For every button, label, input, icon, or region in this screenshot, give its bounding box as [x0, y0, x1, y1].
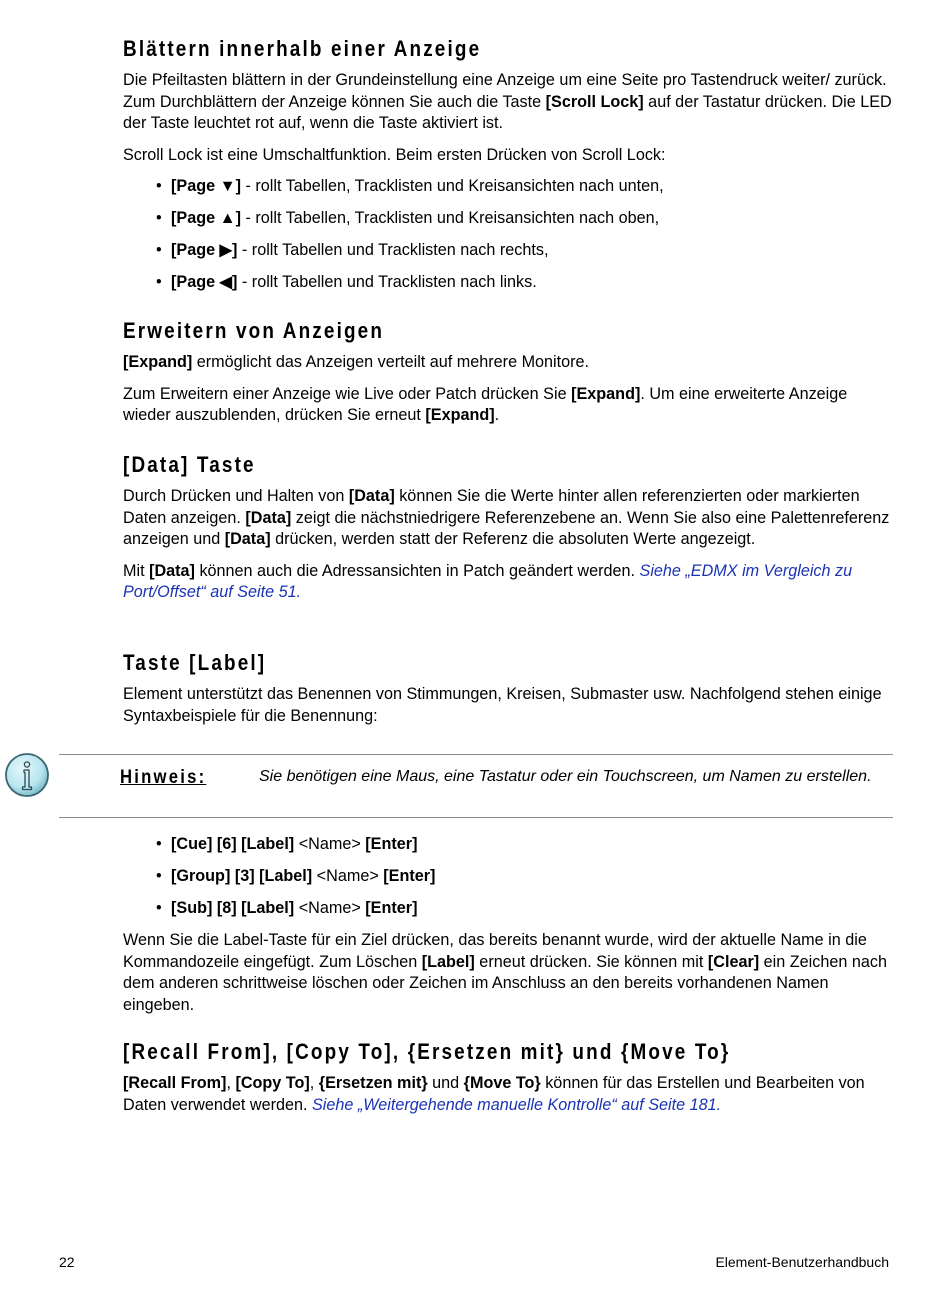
note-text: Sie benötigen eine Maus, eine Tastatur oder ein Touchscreen, um Namen zu erstellen. — [259, 768, 872, 785]
text: - rollt Tabellen, Tracklisten und Kreisansichten nach oben, — [241, 209, 660, 227]
section-label — [123, 648, 895, 737]
key-expand: [Expand] — [123, 353, 193, 371]
text: . — [494, 406, 500, 424]
text: , — [226, 1074, 236, 1092]
bullet: • — [156, 899, 162, 917]
footer-title: Element-Benutzerhandbuch — [715, 1254, 889, 1270]
text: . Um eine erweiterte Anzeige wieder auszublenden, drücken Sie erneut — [123, 384, 848, 424]
expand-paragraph-2 — [123, 384, 895, 427]
bullet: • — [156, 835, 162, 853]
scroll-bullet-list — [123, 176, 895, 294]
text: erneut drücken. Sie können mit — [474, 952, 708, 971]
note-box — [59, 754, 893, 818]
text: auf der Tastatur drücken. Die LED der Taste leuchtet rot auf, wenn die Taste aktiviert ist. — [123, 92, 892, 132]
text: <Name> — [312, 867, 384, 885]
text: - rollt Tabellen und Tracklisten nach links. — [237, 273, 537, 291]
key-data: [Data] — [224, 530, 271, 548]
cross-reference-link[interactable]: Siehe „Weitergehende manuelle Kontrolle“ auf Seite 181. — [311, 1095, 722, 1114]
label-paragraph-1: Element unterstützt das Benennen von Stimmungen, Kreisen, Submaster usw. Nachfolgend stehen einige Syntaxbeispiele für die Benennung: — [123, 685, 882, 725]
text: ein Zeichen nach dem anderen schrittweise löschen oder Zeichen im Anschluss an den bereits vorhandenen Namen eingeben. — [123, 952, 887, 1014]
text: Wenn Sie die Label-Taste für ein Ziel drücken, das bereits benannt wurde, wird der aktuelle Name in die Kommandozeile eingefügt. Zum Löschen — [123, 931, 867, 971]
text: können auch die Adressansichten in Patch geändert werden. — [194, 561, 640, 580]
heading-recall: [Recall From], [Copy To], {Ersetzen mit} und {Move To} — [123, 1039, 731, 1064]
text: , — [309, 1074, 319, 1092]
bullet: • — [156, 209, 162, 227]
key-sequence: [Group] [3] [Label] — [171, 867, 313, 885]
bullet: • — [156, 867, 162, 885]
text: Die Pfeiltasten blättern in der Grundeinstellung eine Anzeige um eine Seite pro Tastendruck weiter/ zurück. Zum Durchblättern der Anzeige können Sie auch die Taste — [123, 71, 887, 111]
expand-paragraph-1 — [123, 352, 895, 374]
label-syntax-list — [123, 834, 895, 920]
section-recall — [123, 1037, 895, 1126]
text: können Sie die Werte hinter allen referenzierten oder markierten Daten anzeigen. — [123, 487, 860, 527]
section-label-continued — [123, 834, 895, 1026]
key-page-left: [Page ◀] — [171, 273, 238, 291]
key-data: [Data] — [245, 508, 292, 527]
key-expand: [Expand] — [425, 406, 495, 424]
key-data: [Data] — [348, 487, 395, 505]
key-copy-to: [Copy To] — [235, 1074, 310, 1092]
key-ersetzen-mit: {Ersetzen mit} — [318, 1074, 428, 1092]
list-item — [156, 240, 895, 262]
bullet: • — [156, 241, 162, 259]
heading-scroll: Blättern innerhalb einer Anzeige — [123, 36, 482, 61]
key-data: [Data] — [149, 561, 195, 580]
data-paragraph-1 — [123, 486, 895, 551]
list-item — [156, 208, 895, 230]
text: <Name> — [294, 835, 366, 853]
key-label: [Label] — [421, 952, 475, 971]
section-data — [123, 450, 895, 614]
key-move-to: {Move To} — [463, 1074, 541, 1092]
list-item — [156, 272, 895, 294]
text: - rollt Tabellen und Tracklisten nach rechts, — [237, 241, 549, 259]
list-item — [156, 176, 895, 198]
key-clear: [Clear] — [707, 952, 760, 971]
text: Mit — [123, 561, 150, 580]
note-label: Hinweis: — [120, 767, 207, 788]
text: <Name> — [294, 899, 366, 917]
key-page-down: [Page ▼] — [171, 177, 241, 195]
key-page-right: [Page ▶] — [171, 241, 238, 259]
cross-reference-link[interactable]: Siehe „EDMX im Vergleich zu Port/Offset“ auf Seite 51. — [123, 561, 853, 601]
info-icon — [4, 752, 50, 798]
list-item — [156, 834, 895, 856]
key-sequence: [Cue] [6] [Label] — [171, 835, 295, 853]
scroll-paragraph-1 — [123, 70, 895, 135]
data-paragraph-2 — [123, 561, 895, 604]
text: - rollt Tabellen, Tracklisten und Kreisansichten nach unten, — [241, 177, 664, 195]
section-scroll — [123, 34, 895, 304]
key-enter: [Enter] — [365, 835, 418, 853]
heading-data: [Data] Taste — [123, 452, 256, 477]
key-page-up: [Page ▲] — [171, 209, 241, 227]
key-enter: [Enter] — [383, 867, 436, 885]
bullet: • — [156, 177, 162, 195]
key-scroll-lock: [Scroll Lock] — [545, 92, 644, 111]
key-enter: [Enter] — [365, 899, 418, 917]
text: Zum Erweitern einer Anzeige wie Live oder Patch drücken Sie — [123, 384, 572, 403]
text: Durch Drücken und Halten von — [123, 487, 349, 505]
key-recall-from: [Recall From] — [123, 1074, 227, 1092]
list-item — [156, 866, 895, 888]
heading-expand: Erweitern von Anzeigen — [123, 318, 385, 343]
text: drücken, werden statt der Referenz die absoluten Werte angezeigt. — [270, 530, 756, 548]
text: zeigt die nächstniedrigere Referenzebene an. Wenn Sie also eine Palettenreferenz anzeigen und — [123, 508, 890, 548]
scroll-paragraph-2: Scroll Lock ist eine Umschaltfunktion. Beim ersten Drücken von Scroll Lock: — [123, 145, 666, 164]
bullet: • — [156, 273, 162, 291]
page-number: 22 — [59, 1254, 75, 1270]
recall-paragraph-1 — [123, 1073, 895, 1116]
text: und — [427, 1074, 464, 1092]
text: ermöglicht das Anzeigen verteilt auf mehrere Monitore. — [192, 353, 590, 371]
list-item — [156, 898, 895, 920]
section-expand — [123, 316, 895, 437]
text: können für das Erstellen und Bearbeiten von Daten verwendet werden. — [123, 1074, 865, 1114]
key-expand: [Expand] — [571, 384, 641, 403]
heading-label: Taste [Label] — [123, 650, 267, 675]
label-paragraph-2 — [123, 930, 895, 1016]
key-sequence: [Sub] [8] [Label] — [171, 899, 295, 917]
